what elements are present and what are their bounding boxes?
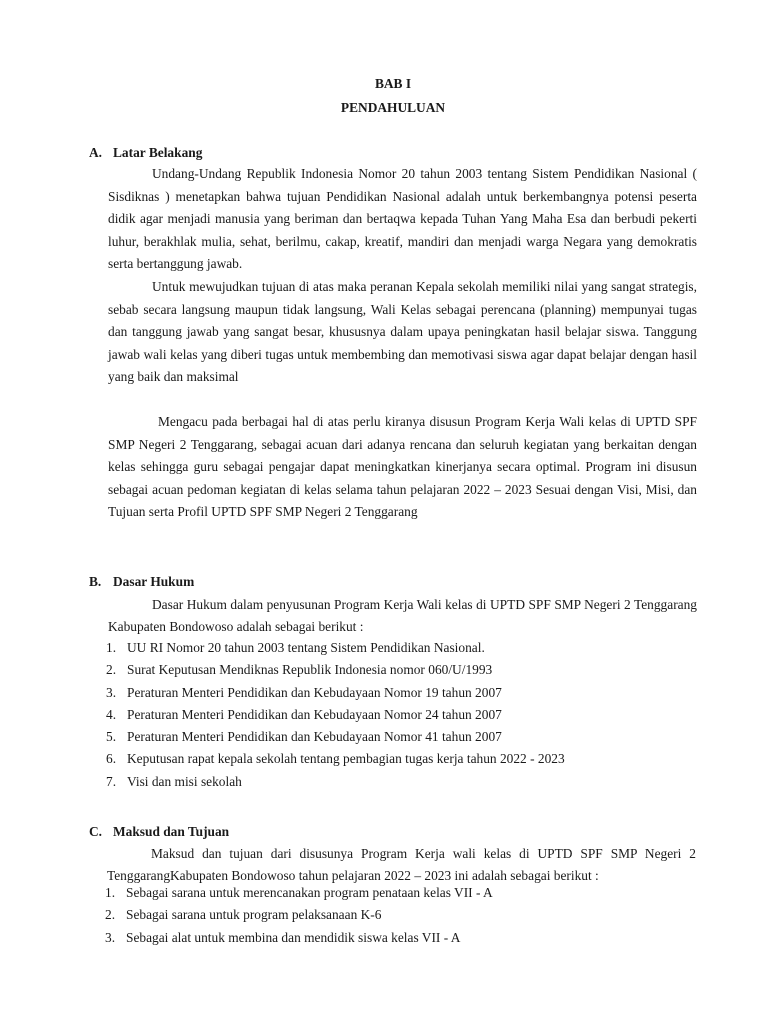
paragraph-maksud-tujuan-intro: Maksud dan tujuan dari disusunya Program Kerja wali kelas di UPTD SPF SMP Negeri 2 TenggarangKabupaten Bondowoso tahun pelajaran 2022 – 2023 ini adalah sebagai berikut : [107,846,696,883]
list-item-text: Keputusan rapat kepala sekolah tentang pembagian tugas kerja tahun 2022 - 2023 [127,751,565,767]
list-item-number: 7. [106,773,117,789]
paragraph-latar-belakang-1: Undang-Undang Republik Indonesia Nomor 20 tahun 2003 tentang Sistem Pendidikan Nasional ( Sisdiknas ) menetapkan bahwa tujuan Pendidikan Nasional adalah untuk berkembangnya potensi peserta didik agar menjadi manusia yang beriman dan bertaqwa kepada Tuhan Yang Maha Esa dan berbudi pekerti luhur, berakhlak mulia, sehat, berilmu, cakap, kreatif, mandiri dan menjadi warga Negara yang demokratis serta bertanggung jawab. [108,166,697,272]
list-item [105,927,493,949]
list-item-number: 2. [106,662,117,678]
list-item-number: 1. [106,640,117,655]
section-letter: C. [89,824,103,839]
section-title: Dasar Hukum [113,574,195,589]
list-item [106,748,565,770]
list-item-number: 2. [105,907,116,923]
section-heading-latar-belakang [89,145,202,161]
paragraph-latar-belakang-2: Untuk mewujudkan tujuan di atas maka peranan Kepala sekolah memiliki nilai yang sangat strategis, sebab secara langsung maupun tidak langsung, Wali Kelas sebagai perencana (planning) mempunyai tugas dan tanggung jawab yang sangat besar, khususnya dalam upaya peningkatan hasil belajar siswa. Tanggung jawab wali kelas yang diberi tugas untuk membembing dan memotivasi siswa agar dapat belajar dengan hasil yang baik dan maksimal [108,279,697,385]
list-item-text: Surat Keputusan Mendiknas Republik Indonesia nomor 060/U/1993 [127,662,493,678]
list-item-number: 3. [106,684,117,700]
list-item [105,882,493,904]
chapter-title: PENDAHULUAN [340,100,446,115]
section-title: Maksud dan Tujuan [113,824,230,839]
section-heading-dasar-hukum [89,574,194,590]
chapter-number: BAB I [374,76,412,91]
list-item-number: 6. [106,751,117,767]
section-title: Latar Belakang [113,145,203,160]
paragraph-latar-belakang-3: Mengacu pada berbagai hal di atas perlu kiranya disusun Program Kerja Wali kelas di UPTD SPF SMP Negeri 2 Tenggarang, sebagai acuan dari adanya rencana dan seluruh kegiatan yang berkaitan dengan kelas sehingga guru sebagai pengajar dapat meningkatkan kinerjanya secara optimal. Program ini disusun sebagai acuan pedoman kegiatan di kelas selama tahun pelajaran 2022 – 2023 Sesuai dengan Visi, Misi, dan Tujuan serta Profil UPTD SPF SMP Negeri 2 Tenggarang [108,414,697,520]
list-item [106,704,565,726]
list-item [106,771,565,793]
list-item-text: UU RI Nomor 20 tahun 2003 tentang Sistem Pendidikan Nasional. [127,640,485,655]
list-item-text: Peraturan Menteri Pendidikan dan Kebudayaan Nomor 19 tahun 2007 [127,684,502,700]
list-item-text: Sebagai sarana untuk program pelaksanaan K-6 [126,907,382,923]
list-item [105,904,493,926]
list-item-number: 1. [105,885,116,900]
list-item-text: Peraturan Menteri Pendidikan dan Kebudayaan Nomor 24 tahun 2007 [127,706,502,722]
paragraph-dasar-hukum-intro: Dasar Hukum dalam penyusunan Program Kerja Wali kelas di UPTD SPF SMP Negeri 2 Tenggarang Kabupaten Bondowoso adalah sebagai berikut : [108,597,697,634]
section-letter: A. [89,145,103,160]
dasar-hukum-list [106,637,565,793]
list-item-number: 5. [106,729,117,745]
maksud-tujuan-list [105,882,493,949]
section-letter: B. [89,574,102,589]
list-item-text: Peraturan Menteri Pendidikan dan Kebudayaan Nomor 41 tahun 2007 [127,729,502,745]
list-item-text: Visi dan misi sekolah [127,773,242,789]
list-item [106,682,565,704]
list-item-text: Sebagai sarana untuk merencanakan program penataan kelas VII - A [126,885,493,900]
list-item [106,659,565,681]
list-item [106,637,565,659]
list-item-text: Sebagai alat untuk membina dan mendidik siswa kelas VII - A [126,929,461,945]
section-heading-maksud-tujuan [89,824,229,840]
list-item [106,726,565,748]
list-item-number: 3. [105,929,116,945]
list-item-number: 4. [106,706,117,722]
